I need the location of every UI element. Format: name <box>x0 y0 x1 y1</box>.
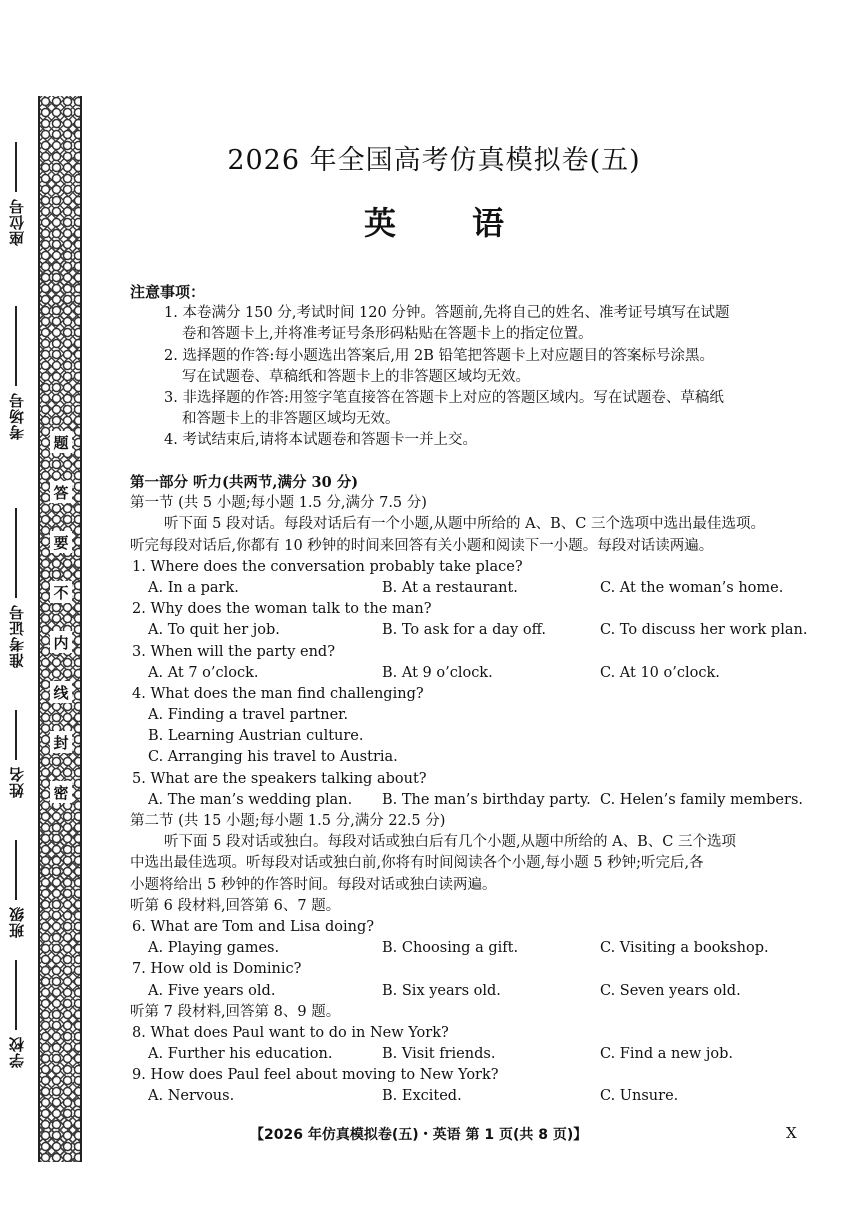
section-heading: 第二节 (共 15 小题;每小题 1.5 分,满分 22.5 分) <box>130 813 446 829</box>
option-c: C. Seven years old. <box>600 982 741 999</box>
strip-label: 答 <box>50 481 72 503</box>
question: 5. What are the speakers talking about? <box>132 770 427 787</box>
option-c: C. To discuss her work plan. <box>600 622 808 639</box>
option-c: C. At the woman’s home. <box>600 579 784 596</box>
option-b: B. The man’s birthday party. <box>382 791 591 808</box>
notes-item: 4. 考试结束后,请将本试题卷和答题卡一并上交。 <box>164 432 478 449</box>
field-label: 考场号 <box>7 392 26 440</box>
question: 7. How old is Dominic? <box>132 961 302 978</box>
options-row <box>130 790 810 811</box>
option-c: C. Arranging his travel to Austria. <box>148 749 398 766</box>
option-b: B. Visit friends. <box>382 1046 496 1063</box>
field-label: 班级 <box>7 906 26 938</box>
instruction-line: 听完每段对话后,你都有 10 秒钟的时间来回答有关小题和阅读下一小题。每段对话读两遍。 <box>130 537 714 554</box>
question: 3. When will the party end? <box>132 643 335 660</box>
strip-label: 不 <box>50 581 72 603</box>
options-row <box>130 981 810 1002</box>
field-class <box>4 840 28 938</box>
field-school <box>4 960 28 1068</box>
option-b: B. At a restaurant. <box>382 579 518 596</box>
part-heading: 第一部分 听力(共两节,满分 30 分) <box>130 474 359 491</box>
question: 1. Where does the conversation probably take place? <box>132 558 523 575</box>
exam-title: 2026 年全国高考仿真模拟卷(五) <box>227 145 641 176</box>
option-c: C. Unsure. <box>600 1088 679 1105</box>
question: 9. How does Paul feel about moving to New York? <box>132 1067 499 1084</box>
field-name <box>4 710 28 798</box>
options-row <box>130 578 810 599</box>
option-b: B. Excited. <box>382 1088 462 1105</box>
option-a: A. Playing games. <box>148 940 280 957</box>
strip-label: 题 <box>50 431 72 453</box>
field-admission-number <box>4 508 28 668</box>
notes-item: 写在试题卷、草稿纸和答题卡上的非答题区域均无效。 <box>182 368 530 385</box>
field-label: 准考证号 <box>7 604 26 668</box>
question: 6. What are Tom and Lisa doing? <box>132 918 375 935</box>
options-row <box>130 663 810 684</box>
notes-item: 卷和答题卡上,并将准考证号条形码粘贴在答题卡上的指定位置。 <box>182 326 593 343</box>
question: 2. Why does the woman talk to the man? <box>132 601 432 618</box>
option-b: B. To ask for a day off. <box>382 622 546 639</box>
option-b: B. Six years old. <box>382 982 501 999</box>
option-a: A. At 7 o’clock. <box>148 664 259 681</box>
options-row <box>130 938 810 959</box>
part1-section <box>130 472 810 1108</box>
question: 8. What does Paul want to do in New York? <box>132 1024 449 1041</box>
field-exam-room <box>4 306 28 440</box>
instruction-line: 小题将给出 5 秒钟的作答时间。每段对话或独白读两遍。 <box>130 876 497 893</box>
material-heading: 听第 7 段材料,回答第 8、9 题。 <box>130 1003 341 1020</box>
options-row <box>130 1086 810 1107</box>
section-heading: 第一节 (共 5 小题;每小题 1.5 分,满分 7.5 分) <box>130 495 427 512</box>
option-a: A. Further his education. <box>148 1046 333 1063</box>
strip-label: 密 <box>50 781 72 803</box>
subject-char: 语 <box>472 204 505 242</box>
option-c: C. At 10 o’clock. <box>600 664 720 681</box>
option-b: B. At 9 o’clock. <box>382 664 493 681</box>
option-c: C. Find a new job. <box>600 1046 734 1063</box>
options-row <box>130 1044 810 1065</box>
field-label: 学校 <box>7 1036 26 1068</box>
notes-item: 1. 本卷满分 150 分,考试时间 120 分钟。答题前,先将自己的姓名、准考证号填写在试题 <box>164 305 730 322</box>
question: 4. What does the man find challenging? <box>132 685 424 702</box>
material-heading: 听第 6 段材料,回答第 6、7 题。 <box>130 897 341 914</box>
option-a: A. The man’s wedding plan. <box>148 791 353 808</box>
instruction-line: 中选出最佳选项。听每段对话或独白前,你将有时间阅读各个小题,每小题 5 秒钟;听完后,各 <box>130 855 704 872</box>
option-c: C. Visiting a bookshop. <box>600 940 769 957</box>
strip-label: 线 <box>50 681 72 703</box>
notes-heading: 注意事项： <box>130 283 206 301</box>
strip-label: 封 <box>50 731 72 753</box>
options-row <box>130 620 810 641</box>
option-a: A. In a park. <box>148 579 239 596</box>
strip-label: 内 <box>50 631 72 653</box>
subject-title <box>0 198 868 244</box>
field-label: 座位号 <box>7 198 26 246</box>
option-c: C. Helen’s family members. <box>600 791 803 808</box>
strip-label: 要 <box>50 531 72 553</box>
option-a: A. To quit her job. <box>148 622 280 639</box>
notes-item: 2. 选择题的作答:每小题选出答案后,用 2B 铅笔把答题卡上对应题目的答案标号涂黑。 <box>164 347 715 364</box>
option-b: B. Learning Austrian culture. <box>148 728 364 745</box>
option-a: A. Nervous. <box>148 1088 235 1105</box>
notes-section <box>130 282 810 452</box>
option-b: B. Choosing a gift. <box>382 940 519 957</box>
instruction-line: 听下面 5 段对话。每段对话后有一个小题,从题中所给的 A、B、C 三个选项中选出最佳选项。 <box>164 516 765 533</box>
subject-char: 英 <box>363 204 396 242</box>
field-label: 姓名 <box>7 766 26 798</box>
instruction-line: 听下面 5 段对话或独白。每段对话或独白后有几个小题,从题中所给的 A、B、C 三个选项 <box>164 834 736 851</box>
paper-code: X <box>786 1124 797 1142</box>
page-footer: 【2026 年仿真模拟卷(五)・英语 第 1 页(共 8 页)】 <box>250 1127 588 1143</box>
notes-item: 和答题卡上的非答题区域均无效。 <box>182 411 400 428</box>
option-a: A. Finding a travel partner. <box>148 707 349 724</box>
notes-item: 3. 非选择题的作答:用签字笔直接答在答题卡上对应的答题区域内。写在试题卷、草稿纸 <box>164 389 724 406</box>
binding-strip <box>38 96 82 1162</box>
option-a: A. Five years old. <box>148 982 276 999</box>
